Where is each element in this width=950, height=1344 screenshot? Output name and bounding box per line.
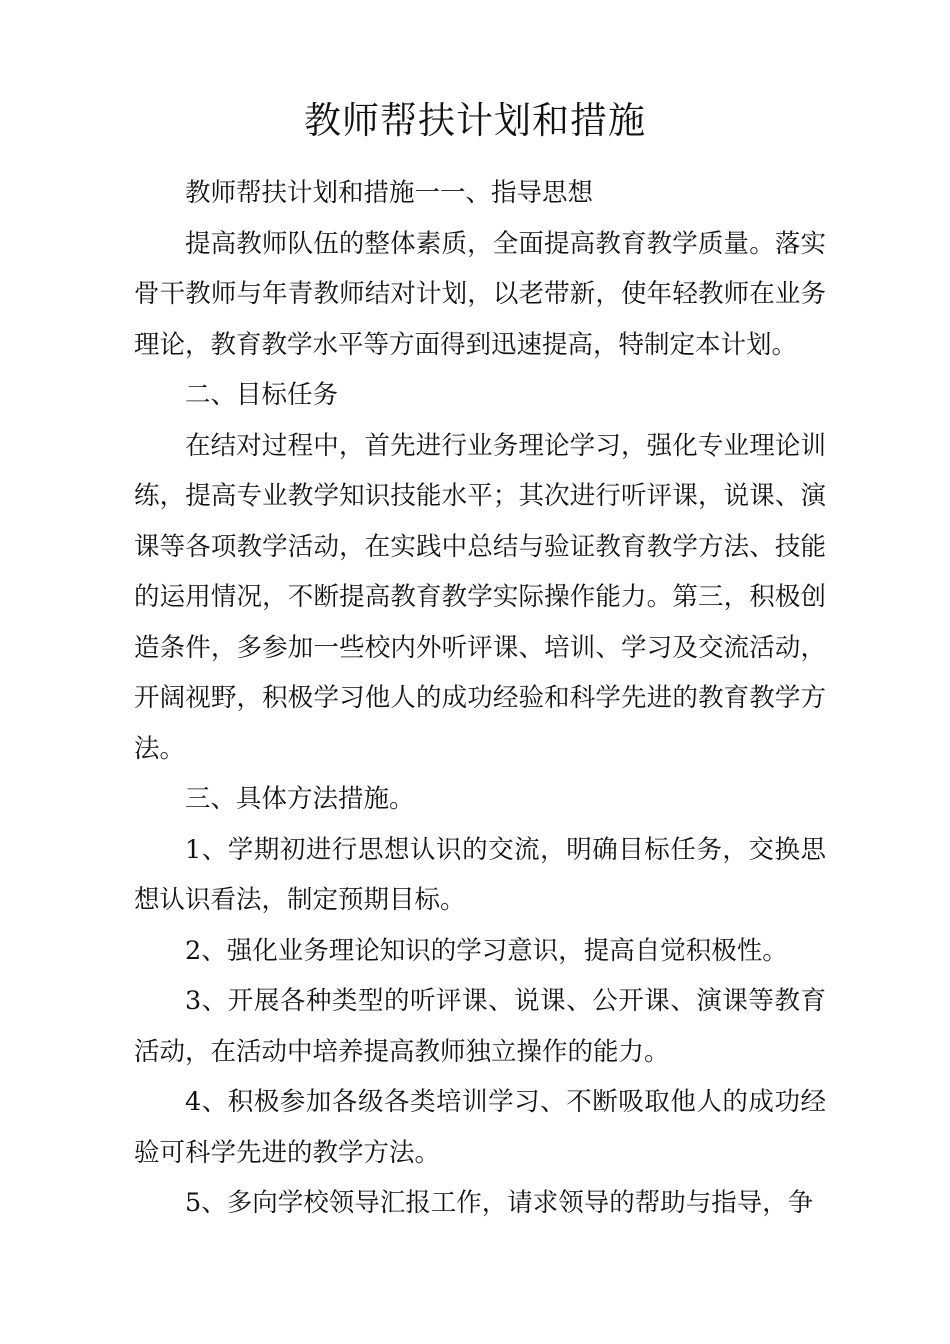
document-title: 教师帮扶计划和措施	[304, 99, 646, 142]
document-body	[134, 168, 826, 1229]
paragraph-method-1: 1、学期初进行思想认识的交流，明确目标任务，交换思想认识看法，制定预期目标。	[134, 834, 826, 915]
paragraph-goals-text: 在结对过程中，首先进行业务理论学习，强化专业理论训练，提高专业教学知识技能水平；其次进行听评课，说课、演课等各项教学活动，在实践中总结与验证教育教学方法、技能的运用情况，不断提高教育教学实际操作能力。第三，积极创造条件，多参加一些校内外听评课、培训、学习及交流活动，开阔视野，积极学习他人的成功经验和科学先进的教育教学方法。	[134, 430, 826, 764]
paragraph-method-4: 4、积极参加各级各类培训学习、不断吸取他人的成功经验可科学先进的教学方法。	[134, 1087, 826, 1168]
paragraph-guiding-text: 提高教师队伍的整体素质，全面提高教育教学质量。落实骨干教师与年青教师结对计划，以老带新，使年轻教师在业务理论，教育教学水平等方面得到迅速提高，特制定本计划。	[134, 228, 826, 360]
paragraph-method-2: 2、强化业务理论知识的学习意识，提高自觉积极性。	[185, 935, 788, 966]
paragraph-method-5: 5、多向学校领导汇报工作，请求领导的帮助与指导，争	[185, 1188, 814, 1218]
paragraph-goals-heading: 二、目标任务	[185, 380, 339, 410]
paragraph-guiding-heading: 教师帮扶计划和措施一一、指导思想	[185, 178, 594, 208]
paragraph-method-3: 3、开展各种类型的听评课、说课、公开课、演课等教育活动，在活动中培养提高教师独立操作的能力。	[134, 986, 826, 1067]
paragraph-methods-heading: 三、具体方法措施。	[185, 784, 415, 814]
